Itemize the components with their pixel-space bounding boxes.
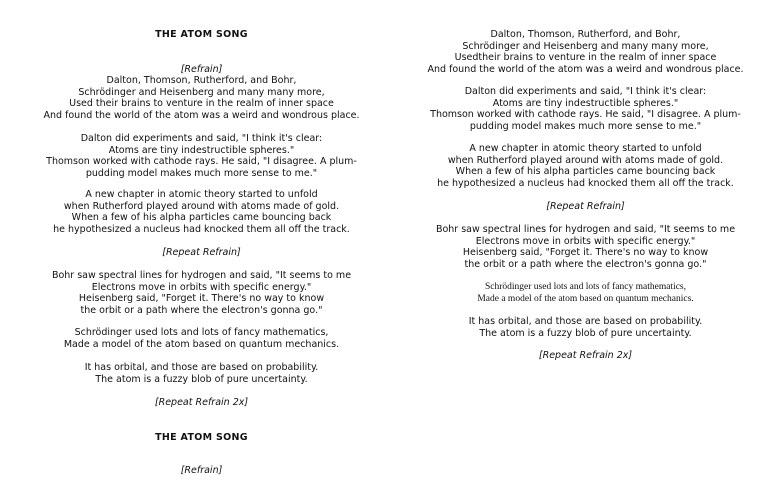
repeat-refrain-2x-right: [Repeat Refrain 2x] [538,350,633,361]
song-title-2: THE ATOM SONG [155,432,248,443]
schrodinger-stanza-right: Schrödinger used lots and lots of fancy mathematics, Made a model of the atom based on quantum mechanics. [477,282,694,304]
refrain-stanza: Dalton, Thomson, Rutherford, and Bohr, Schrödinger and Heisenberg and many many more, Used their brains to venture in the realm of inner space And found the world of the atom was a weird and wondrous place. [43,75,360,121]
bohr-stanza-right: Bohr saw spectral lines for hydrogen and said, "It seems to me Electrons move in orbits with specific energy." Heisenberg said, "Forget it. There's no way to know the orbit or a path where the electron's gonna go." [435,224,736,270]
orbital-stanza-right: It has orbital, and those are based on probability. The atom is a fuzzy blob of pure uncertainty. [468,316,703,339]
repeat-refrain: [Repeat Refrain] [162,247,241,258]
orbital-stanza: It has orbital, and those are based on probability. The atom is a fuzzy blob of pure uncertainty. [84,362,319,385]
song-title: THE ATOM SONG [155,29,248,40]
dalton-stanza-right: Dalton did experiments and said, "I think it's clear: Atoms are tiny indestructible spheres." Thomson worked with cathode rays. He said, "I disagree. A plum- pudding model makes much more sense to me." [430,86,741,132]
refrain-stanza-right: Dalton, Thomson, Rutherford, and Bohr, Schrödinger and Heisenberg and many many more, Usedtheir brains to venture in the realm of inner space And found the world of the atom was a weird and wondrous place. [427,29,744,75]
schrodinger-stanza: Schrödinger used lots and lots of fancy mathematics, Made a model of the atom based on quantum mechanics. [63,327,340,350]
rutherford-stanza: A new chapter in atomic theory started to unfold when Rutherford played around with atoms made of gold. When a few of his alpha particles came bouncing back he hypothesized a nucleus had knocked them all off the track. [53,189,350,235]
refrain-label-2: [Refrain] [180,465,223,476]
repeat-refrain-2x: [Repeat Refrain 2x] [154,397,249,408]
refrain-label: [Refrain] [180,64,223,75]
dalton-stanza: Dalton did experiments and said, "I think it's clear: Atoms are tiny indestructible spheres." Thomson worked with cathode rays. He said, "I disagree. A plum- pudding model makes much more sense to me." [46,133,357,179]
rutherford-stanza-right: A new chapter in atomic theory started to unfold when Rutherford played around with atoms made of gold. When a few of his alpha particles came bouncing back he hypothesized a nucleus had knocked them all off the track. [437,143,734,189]
bohr-stanza: Bohr saw spectral lines for hydrogen and said, "It seems to me Electrons move in orbits with specific energy." Heisenberg said, "Forget it. There's no way to know the orbit or a path where the electron's gonna go." [51,270,352,316]
repeat-refrain-right: [Repeat Refrain] [546,201,625,212]
